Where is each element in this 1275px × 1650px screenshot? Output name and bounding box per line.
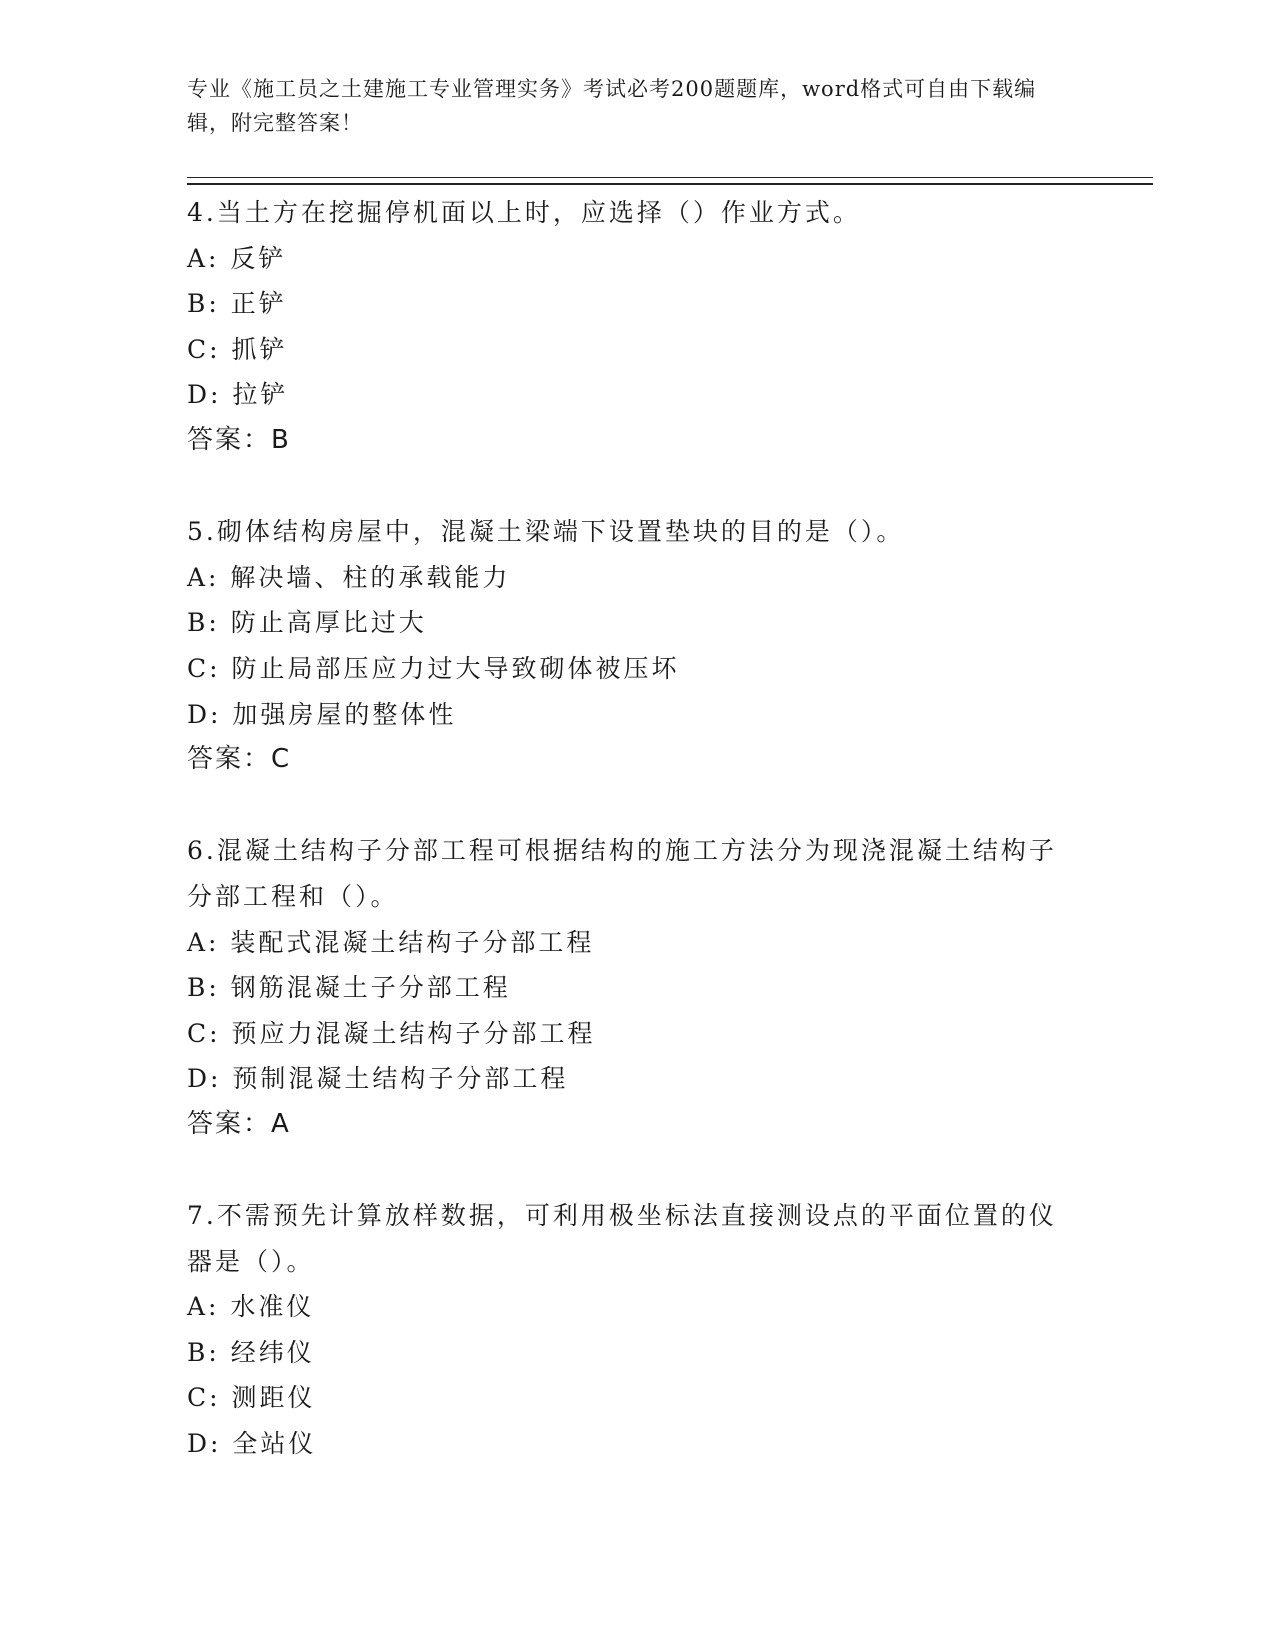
question-spacer — [187, 1147, 1087, 1193]
question-spacer — [187, 464, 1087, 510]
option-c: C: 测距仪 — [187, 1383, 316, 1413]
answer-text: 答案：A — [187, 1108, 291, 1139]
answer-text: 答案：B — [187, 424, 291, 455]
option-c: C: 预应力混凝土结构子分部工程 — [187, 1018, 596, 1048]
question-block — [187, 828, 1087, 1193]
question-block — [187, 190, 1087, 509]
option-c: C: 防止局部压应力过大导致砌体被压坏 — [187, 653, 680, 683]
option-a: A: 反铲 — [187, 243, 287, 273]
option-a: A: 水准仪 — [187, 1292, 315, 1322]
question-text: 4.当土方在挖掘停机面以上时，应选择（）作业方式。 — [187, 198, 861, 227]
option-b: B: 正铲 — [187, 289, 287, 319]
question-text: 5.砌体结构房屋中，混凝土梁端下设置垫块的目的是（）。 — [187, 517, 905, 547]
option-b: B: 经纬仪 — [187, 1337, 315, 1367]
answer-text: 答案：C — [187, 744, 292, 775]
option-d: D: 预制混凝土结构子分部工程 — [187, 1064, 569, 1094]
document-header: 专业《施工员之土建施工专业管理实务》考试必考200题题库，word格式可自由下载编辑，附完整答案！ — [187, 77, 1037, 135]
question-text: 7.不需预先计算放样数据，可利用极坐标法直接测设点的平面位置的仪器是（）。 — [187, 1201, 1057, 1276]
question-spacer — [187, 783, 1087, 829]
option-d: D: 全站仪 — [187, 1429, 317, 1459]
option-c: C: 抓铲 — [187, 334, 288, 364]
option-d: D: 拉铲 — [187, 380, 289, 410]
question-list — [187, 190, 1087, 1467]
option-a: A: 解决墙、柱的承载能力 — [187, 562, 511, 592]
question-block — [187, 509, 1087, 828]
option-b: B: 防止高厚比过大 — [187, 608, 427, 638]
question-text: 6.混凝土结构子分部工程可根据结构的施工方法分为现浇混凝土结构子分部工程和（）。 — [187, 836, 1057, 911]
option-b: B: 钢筋混凝土子分部工程 — [187, 973, 511, 1003]
header-divider-bottom — [187, 183, 1153, 185]
question-block — [187, 1193, 1087, 1467]
option-d: D: 加强房屋的整体性 — [187, 699, 457, 729]
option-a: A: 装配式混凝土结构子分部工程 — [187, 927, 595, 957]
header-divider-top — [187, 177, 1153, 178]
